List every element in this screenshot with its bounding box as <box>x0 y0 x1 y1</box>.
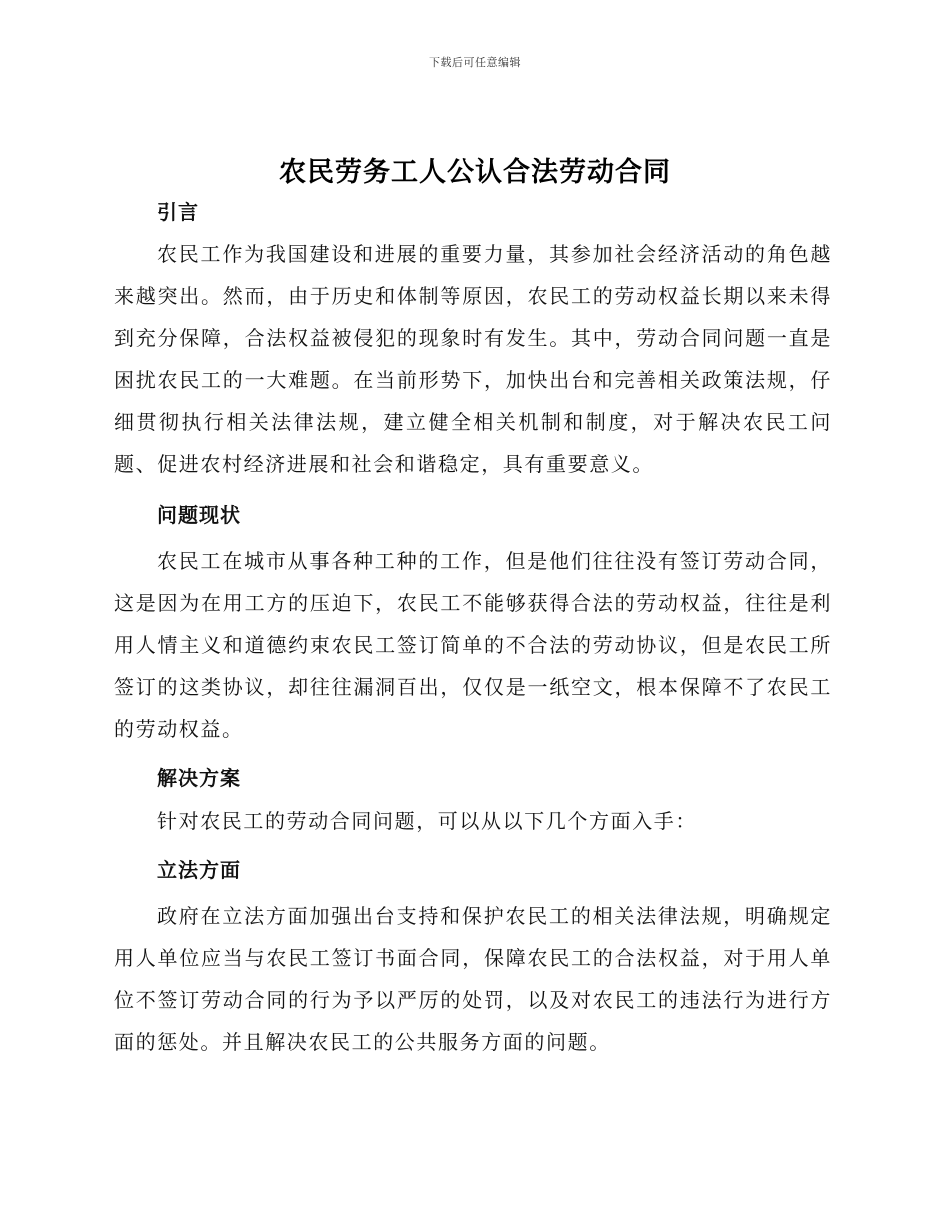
section-heading-legislation: 立法方面 <box>157 858 241 882</box>
document-body <box>114 192 832 1063</box>
section-paragraph-legislation: 政府在立法方面加强出台支持和保护农民工的相关法律法规，明确规定用人单位应当与农民工签订书面合同，保障农民工的合法权益，对于用人单位不签订劳动合同的行为予以严厉的处罚，以及对农民工的违法行为进行方面的惩处。并且解决农民工的公共服务方面的问题。 <box>114 904 832 1054</box>
section-heading-solution: 解决方案 <box>157 766 241 790</box>
document-title: 农民劳务工人公认合法劳动合同 <box>279 157 671 188</box>
header-note: 下载后可任意编辑 <box>429 56 521 69</box>
section-heading-status: 问题现状 <box>157 503 241 527</box>
section-paragraph-status: 农民工在城市从事各种工种的工作，但是他们往往没有签订劳动合同，这是因为在用工方的压迫下，农民工不能够获得合法的劳动权益，往往是利用人情主义和道德约束农民工签订简单的不合法的劳动协议，但是农民工所签订的这类协议，却往往漏洞百出，仅仅是一纸空文，根本保障不了农民工的劳动权益。 <box>114 549 832 741</box>
section-paragraph-solution: 针对农民工的劳动合同问题，可以从以下几个方面入手： <box>157 809 697 833</box>
section-heading-intro: 引言 <box>157 200 199 224</box>
section-paragraph-intro: 农民工作为我国建设和进展的重要力量，其参加社会经济活动的角色越来越突出。然而，由于历史和体制等原因，农民工的劳动权益长期以来未得到充分保障，合法权益被侵犯的现象时有发生。其中，劳动合同问题一直是困扰农民工的一大难题。在当前形势下，加快出台和完善相关政策法规，仔细贯彻执行相关法律法规，建立健全相关机制和制度，对于解决农民工问题、促进农村经济进展和社会和谐稳定，具有重要意义。 <box>114 242 832 476</box>
